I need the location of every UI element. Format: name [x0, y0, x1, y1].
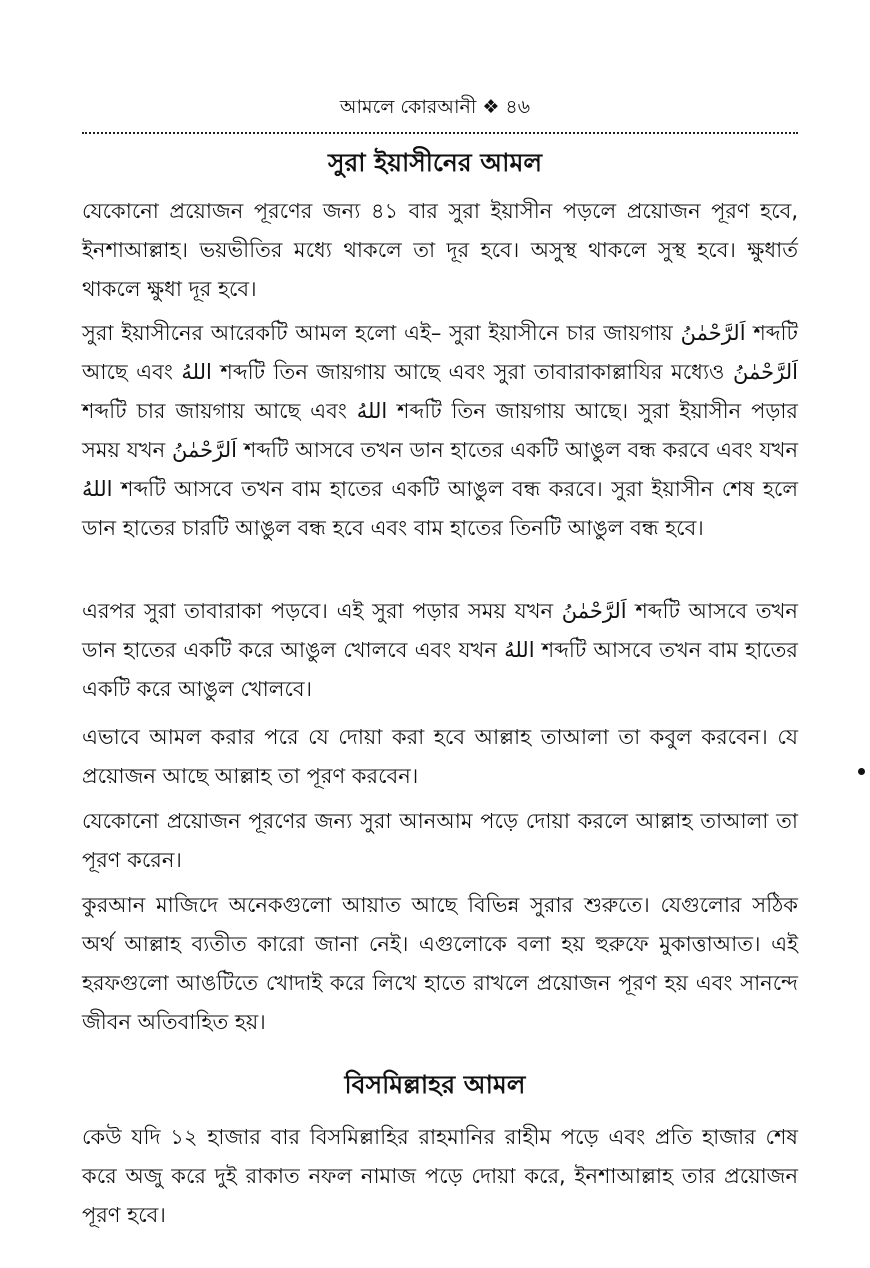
- text-segment: সুরা ইয়াসীনের আরেকটি আমল হলো এই– সুরা ইয়াসীনে চার জায়গায়: [82, 321, 673, 345]
- arabic-word-ar-rahman: اَلرَّحْمٰنُ: [561, 599, 627, 623]
- arabic-word-allah: اللهُ: [181, 360, 212, 384]
- text-segment: শব্দটি তিন জায়গায় আছে এবং সুরা তাবারাকাল্লাযির মধ্যেও: [220, 360, 725, 384]
- paragraph-huruf-muqattaat: কুরআন মাজিদে অনেকগুলো আয়াত আছে বিভিন্ন সুরার শুরুতে। যেগুলোর সঠিক অর্থ আল্লাহ ব্যতীত কারো জানা নেই। এগুলোকে বলা হয় হুরুফে মুকাত্তাআত। এই হরফগুলো আঙটিতে খোদাই করে লিখে হাতে রাখলে প্রয়োজন পূরণ হয় এবং সানন্দে জীবন অতিবাহিত হয়।: [82, 893, 798, 1034]
- arabic-word-allah: اللهُ: [356, 399, 388, 423]
- paragraph-yasin-intro: যেকোনো প্রয়োজন পূরণের জন্য ৪১ বার সুরা ইয়াসীন পড়লে প্রয়োজন পূরণ হবে, ইনশাআল্লাহ। ভয়ভীতির মধ্যে থাকলে তা দূর হবে। অসুস্থ থাকলে সুস্থ হবে। ক্ষুধার্ত থাকলে ক্ষুধা দূর হবে।: [82, 199, 798, 301]
- paragraph-dua-accepted: এভাবে আমল করার পরে যে দোয়া করা হবে আল্লাহ তাআলা তা কবুল করবেন। যে প্রয়োজন আছে আল্লাহ তা পূরণ করবেন।: [82, 725, 798, 788]
- text-segment: শব্দটি আছে এবং: [82, 321, 798, 384]
- arabic-word-allah: اللهُ: [82, 477, 113, 501]
- text-segment: শব্দটি চার জায়গায় আছে এবং: [82, 399, 347, 423]
- arabic-word-allah: اللهُ: [504, 638, 535, 662]
- section-title-bismillah: বিসমিল্লাহর আমল: [344, 1070, 526, 1099]
- text-segment: শব্দটি আসবে তখন বাম হাতের একটি করে আঙুল খোলবে।: [82, 638, 798, 701]
- text-segment: শব্দটি আসবে তখন বাম হাতের একটি আঙুল বন্ধ করবে। সুরা ইয়াসীন শেষ হলে ডান হাতের চারটি আঙুল বন্ধ হবে এবং বাম হাতের তিনটি আঙুল বন্ধ হবে।: [82, 477, 798, 540]
- section-title-yasin: সুরা ইয়াসীনের আমল: [328, 148, 542, 177]
- paragraph-surah-anam: যেকোনো প্রয়োজন পূরণের জন্য সুরা আনআম পড়ে দোয়া করলে আল্লাহ তাআলা তা পূরণ করেন।: [82, 809, 798, 872]
- text-segment: এরপর সুরা তাবারাকা পড়বে। এই সুরা পড়ার সময় যখন: [82, 599, 554, 623]
- text-segment: শব্দটি আসবে তখন ডান হাতের একটি আঙুল বন্ধ করবে এবং যখন: [243, 438, 798, 462]
- paragraph-yasin-method: [82, 314, 798, 548]
- print-dot-mark: [858, 768, 865, 775]
- arabic-word-ar-rahman: اَلرَّحْمٰنُ: [680, 321, 746, 345]
- text-segment: শব্দটি আসবে তখন ডান হাতের একটি করে আঙুল খোলবে এবং যখন: [82, 599, 798, 662]
- paragraph-bismillah: কেউ যদি ১২ হাজার বার বিসমিল্লাহির রাহমানির রাহীম পড়ে এবং প্রতি হাজার শেষ করে অজু করে দুই রাকাত নফল নামাজ পড়ে দোয়া করে, ইনশাআল্লাহ তার প্রয়োজন পূরণ হবে।: [82, 1125, 798, 1227]
- header-dotted-rule: [82, 132, 798, 134]
- arabic-word-ar-rahman: اَلرَّحْمٰنُ: [172, 438, 237, 462]
- arabic-word-ar-rahman: اَلرَّحْمٰنُ: [733, 360, 798, 384]
- text-segment: শব্দটি তিন জায়গায় আছে। সুরা ইয়াসীন পড়ার সময় যখন: [82, 399, 798, 462]
- paragraph-tabaraka: [82, 592, 798, 709]
- running-header: আমলে কোরআনী ❖ ৪৬: [339, 96, 531, 118]
